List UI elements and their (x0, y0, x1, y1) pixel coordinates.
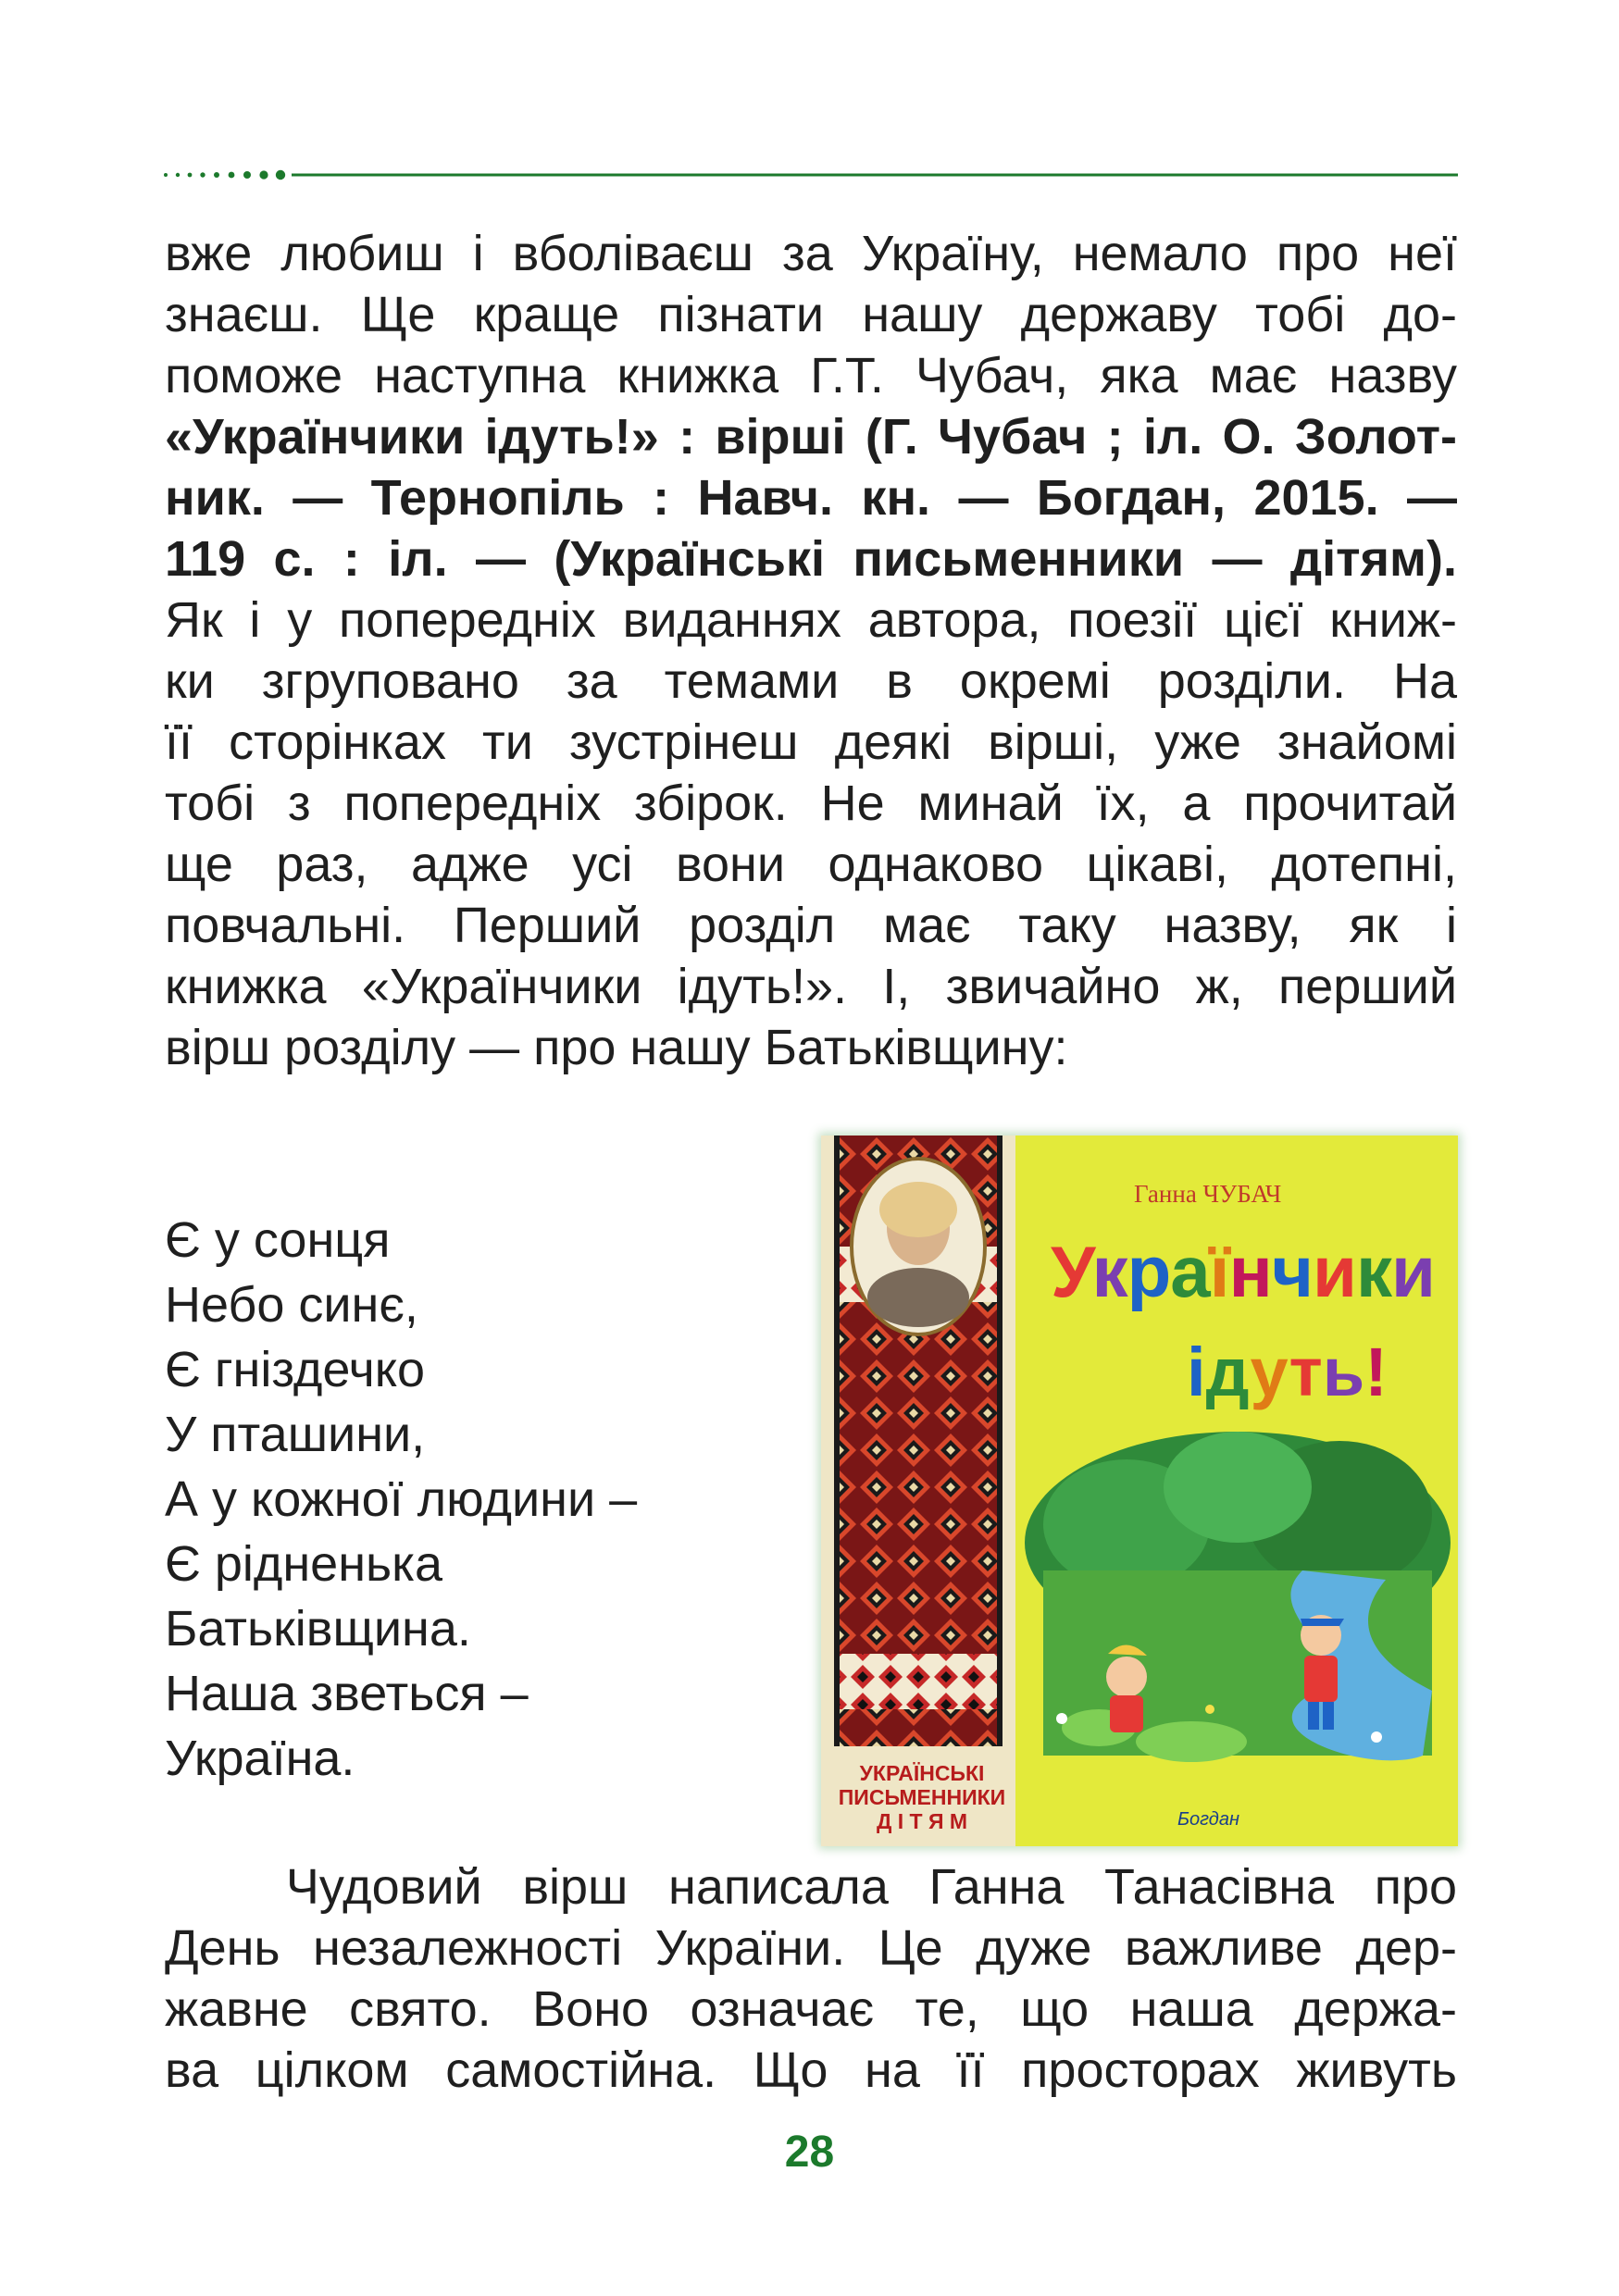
text-line: повчальні. Перший розділ має таку назву, як і (165, 898, 1457, 953)
text-line: вже любиш і вболіваєш за Україну, немало про неї (165, 226, 1457, 281)
poem-line: Батьківщина. (165, 1601, 471, 1657)
cover-author: Ганна ЧУБАЧ (1134, 1180, 1282, 1208)
text-line: жавне свято. Воно означає те, що наша держа- (165, 1981, 1457, 2037)
text-line: День незалежності України. Це дуже важливе дер- (165, 1920, 1457, 1976)
poem (165, 1208, 813, 1791)
text-line: Як і у попередніх виданнях автора, поезії цієї книж- (165, 592, 1457, 648)
cover-title: Українчики (1051, 1231, 1435, 1312)
page-number: 28 (784, 2128, 835, 2177)
cover-series-label: УКРАЇНСЬКІ ПИСЬМЕННИКИ Д І Т Я М (838, 1761, 1006, 1833)
book-citation-line: ник. — Тернопіль : Навч. кн. — Богдан, 2015. — (165, 470, 1457, 526)
cover-subtitle: ідуть! (1187, 1334, 1388, 1410)
text-line: поможе наступна книжка Г.Т. Чубач, яка має назву (165, 348, 1457, 403)
book-citation-line: «Українчики ідуть!» : вірші (Г. Чубач ; іл. О. Золот- (165, 409, 1457, 465)
book-cover-image (821, 1136, 1458, 1846)
text-line: ва цілком самостійна. Що на її просторах живуть (165, 2042, 1457, 2098)
poem-line: А у кожної людини – (165, 1471, 638, 1527)
text-line: тобі з попередніх збірок. Не минай їх, а прочитай (165, 776, 1457, 831)
poem-line: Є у сонця (165, 1212, 391, 1268)
poem-line: Наша зветься – (165, 1666, 529, 1721)
text-line: її сторінках ти зустрінеш деякі вірші, уже знайомі (165, 714, 1457, 770)
poem-line: Україна. (165, 1731, 355, 1786)
poem-line: У пташини, (165, 1407, 426, 1462)
poem-line: Небо синє, (165, 1277, 418, 1333)
text-line: ки згруповано за темами в окремі розділи. На (165, 653, 1457, 709)
text-line: книжка «Українчики ідуть!». І, звичайно ж, перший (165, 959, 1457, 1014)
decorative-dotted-rule (162, 166, 1458, 184)
text-line: знаєш. Ще краще пізнати нашу державу тобі до- (165, 287, 1457, 342)
cover-publisher-logo: Богдан (1177, 1809, 1239, 1830)
text-line: Чудовий вірш написала Ганна Танасівна про (165, 1859, 1457, 1915)
text-line: ще раз, адже усі вони однаково цікаві, дотепні, (165, 837, 1457, 892)
text-line: вірш розділу — про нашу Батьківщину: (165, 1020, 1068, 1075)
poem-line: Є гніздечко (165, 1342, 426, 1397)
book-citation-line: 119 с. : іл. — (Українські письменники — дітям). (165, 531, 1457, 587)
poem-line: Є рідненька (165, 1536, 443, 1592)
